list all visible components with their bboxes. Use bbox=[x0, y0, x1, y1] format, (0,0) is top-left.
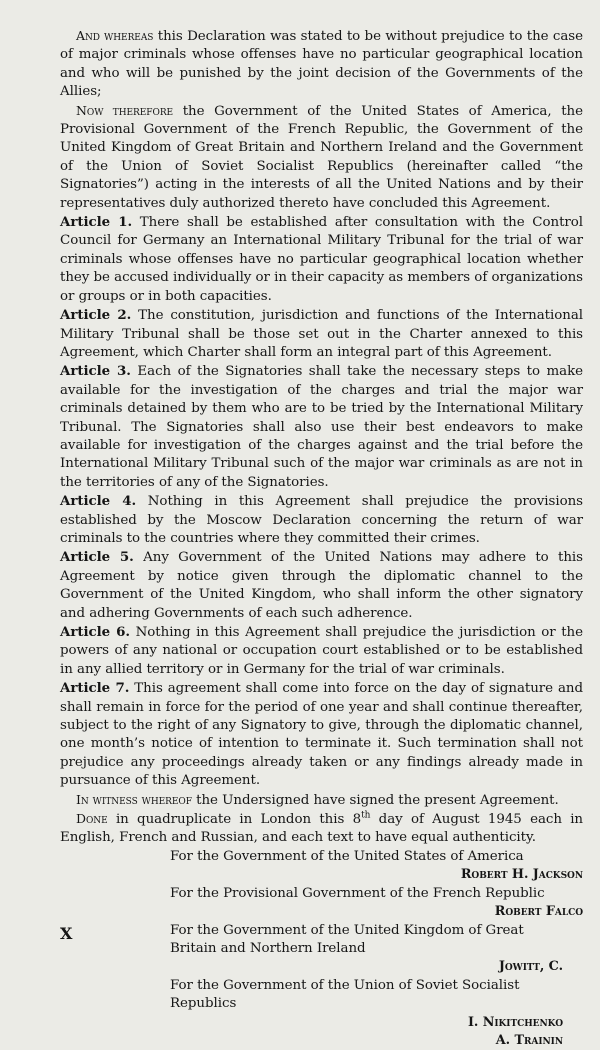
article-7 bbox=[60, 679, 583, 790]
article-text: Each of the Signatories shall take the necessary steps to make available for the investigation of the charges and trial the major war criminals detained by them who are to be tried by the International Military Tribunal. The Signatories shall also use their best endeavors to make available for investigation of the charges against and the trial before the International Military Tribunal such of the major war criminals as are not in the territories of any of the Signatories. bbox=[60, 364, 584, 490]
signer-name: I. Nikitchenko bbox=[467, 1014, 563, 1030]
done-text-cont: day of August 1945 each in English, French and Russian, and each text to have equal authenticity. bbox=[60, 812, 584, 846]
witness-lead: In witness whereof bbox=[76, 791, 192, 807]
article-text: The constitution, jurisdiction and functions of the International Military Tribunal shall be those set out in the Charter annexed to this Agreement, which Charter shall form an integral part of this Agreement. bbox=[60, 308, 584, 360]
done-lead: Done bbox=[76, 811, 108, 827]
article-title: Article 3. bbox=[60, 363, 131, 380]
page-number: X bbox=[60, 924, 74, 943]
government-line: For the Government of the Union of Soviet Socialist Republics bbox=[170, 977, 520, 1012]
article-text: Nothing in this Agreement shall prejudice the provisions established by the Moscow Declaration concerning the return of war criminals to the countries where they committed their crimes. bbox=[60, 494, 583, 546]
government-line: For the Provisional Government of the French Republic bbox=[170, 885, 545, 901]
article-2 bbox=[60, 306, 583, 362]
article-text: Any Government of the United Nations may adhere to this Agreement by notice given through the diplomatic channel to the Government of the United Kingdom, who shall inform the other signatory and adhering Governments of each such adherence. bbox=[60, 550, 583, 621]
preamble-lead: And whereas bbox=[76, 28, 154, 43]
article-title: Article 4. bbox=[60, 493, 137, 510]
article-3 bbox=[60, 362, 583, 492]
signer-name: Jowitt, C. bbox=[498, 959, 563, 975]
article-text: This agreement shall come into force on the day of signature and shall remain in force for the period of one year and shall continue thereafter, subject to the right of any Signatory to give, through the diplomatic channel, one month’s notice of intention to terminate it. Such termination shall not prejudice any proceedings already taken or any findings already made in pursuance of this Agreement. bbox=[60, 681, 583, 789]
witness-paragraph bbox=[60, 791, 583, 810]
article-5 bbox=[60, 548, 583, 623]
signature-block bbox=[60, 848, 583, 1050]
date-ordinal: th bbox=[361, 810, 371, 821]
signer-name: Robert Falco bbox=[494, 904, 583, 920]
preamble-paragraph bbox=[60, 102, 583, 213]
government-line: For the Government of the United States of America bbox=[170, 848, 524, 864]
article-1 bbox=[60, 213, 583, 306]
article-title: Article 5. bbox=[60, 549, 134, 566]
article-title: Article 1. bbox=[60, 214, 133, 231]
article-title: Article 6. bbox=[60, 624, 131, 640]
article-text: There shall be established after consultation with the Control Council for Germany an International Military Tribunal for the trial of war criminals whose offenses have no particular geographical location whether they be accused individually or in their capacity as members of organizations or groups or in both capacities. bbox=[60, 215, 584, 304]
done-paragraph bbox=[60, 810, 583, 848]
done-text: in quadruplicate in London this 8 bbox=[107, 812, 362, 828]
article-title: Article 7. bbox=[60, 680, 130, 697]
preamble-text: this Declaration was stated to be without prejudice to the case of major criminals whose offenses have no particular geographical location and who will be punished by the joint decision of the Governments of the Allies; bbox=[60, 29, 584, 100]
preamble-lead: Now therefore bbox=[76, 102, 174, 118]
article-4 bbox=[60, 492, 583, 548]
signer-name: Robert H. Jackson bbox=[460, 867, 583, 883]
government-line: For the Government of the United Kingdom of Great Britain and Northern Ireland bbox=[170, 922, 524, 956]
article-6 bbox=[60, 623, 583, 679]
signer-name: A. Trainin bbox=[495, 1032, 563, 1048]
article-text: Nothing in this Agreement shall prejudice the jurisdiction or the powers of any national or occupation court established or to be established in any allied territory or in Germany for the trial of war criminals. bbox=[60, 625, 583, 677]
witness-text: the Undersigned have signed the present Agreement. bbox=[191, 792, 559, 808]
article-title: Article 2. bbox=[60, 307, 132, 324]
preamble-paragraph bbox=[60, 27, 583, 102]
preamble-text: the Government of the United States of America, the Provisional Government of the French Republic, the Government of the United Kingdom of Great Britain and Northern Ireland and the Government of the Union of Soviet Socialist Republics (hereinafter called “the Signatories”) acting in the interests of all the United Nations and by their representatives duly authorized thereto have concluded this Agreement. bbox=[60, 103, 583, 211]
